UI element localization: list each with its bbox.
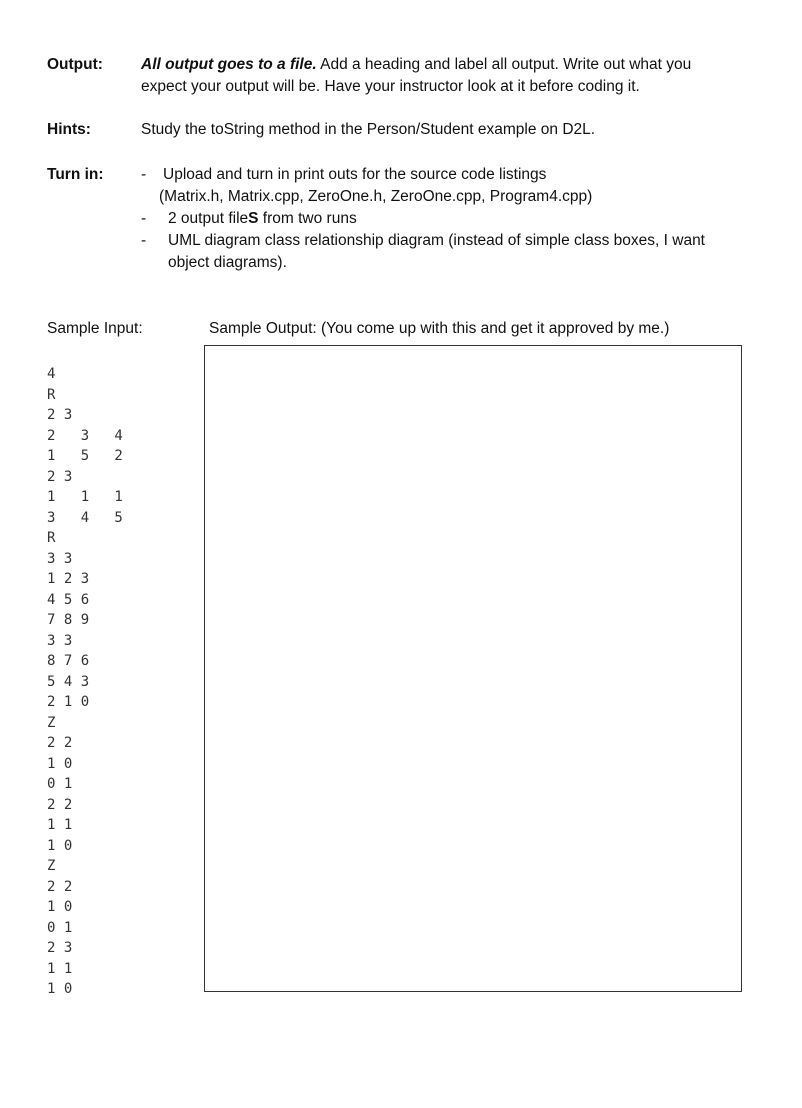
output-line2: expect your output will be. Have your instructor look at it before coding it. [141,78,640,95]
sample-input-line: R [47,386,56,403]
sample-input-line: 2 3 4 [47,427,123,444]
sample-input-line: 2 2 [47,796,73,813]
bullet-dash-2: - [141,210,147,227]
sample-input-line: 4 5 6 [47,591,90,608]
sample-input-line: R [47,530,56,546]
turn-in-item-1-line1: Upload and turn in print outs for the source code listings [163,166,547,183]
sample-input-line: 2 2 [47,735,73,751]
sample-input-line: 2 3 [47,940,73,956]
bullet-dash-3: - [141,232,147,249]
sample-input-line: 5 4 3 [47,673,90,690]
sample-input-line: 3 3 [47,550,73,567]
sample-output-label: Sample Output: (You come up with this and get it approved by me.) [209,320,670,337]
turn-in-label: Turn in: [47,166,104,183]
turn-in-item-2-pre: 2 output file [168,210,249,227]
sample-input-line: 2 1 0 [47,694,90,710]
sample-input-line: 3 4 5 [47,509,123,526]
sample-input-line: 1 1 [47,960,73,977]
output-emphasis: All output goes to a file. [141,56,317,73]
turn-in-item-3-line2: object diagrams). [168,254,287,271]
sample-input-line: Z [47,858,56,874]
sample-input-line: 1 0 [47,755,73,772]
sample-input-line: 1 0 [47,981,73,997]
sample-input-line: 1 0 [47,837,73,854]
sample-input-line: 2 2 [47,878,73,895]
sample-input-line: 2 3 [47,468,73,485]
output-label: Output: [47,56,103,73]
sample-input-line: 0 1 [47,776,73,792]
sample-input-line: 4 [47,366,56,382]
sample-input-line: 2 3 [47,407,73,423]
turn-in-item-1-line2: (Matrix.h, Matrix.cpp, ZeroOne.h, ZeroOne.cpp, Program4.cpp) [159,188,593,205]
turn-in-item-2 [168,208,357,230]
hints-label: Hints: [47,121,91,138]
output-description [141,54,761,98]
sample-input-line: 3 3 [47,632,73,649]
sample-input-line: 7 8 9 [47,612,90,628]
sample-input-line: 0 1 [47,919,73,936]
sample-input-line: 8 7 6 [47,653,90,669]
sample-input-line: 1 2 3 [47,571,90,587]
sample-output-box [204,345,742,992]
sample-input-line: Z [47,714,56,731]
turn-in-item-2-bold: S [248,210,259,227]
sample-input-line: 1 1 1 [47,489,123,505]
hints-text: Study the toString method in the Person/Student example on D2L. [141,121,596,138]
sample-input-line: 1 1 [47,817,73,833]
sample-input-line: 1 5 2 [47,448,123,464]
turn-in-item-2-post: from two runs [258,210,357,227]
sample-input-line: 1 0 [47,899,73,915]
bullet-dash-1: - [141,166,147,183]
sample-input-label: Sample Input: [47,320,143,337]
output-line1-rest: Add a heading and label all output. Write out what you [316,56,692,73]
turn-in-item-3-line1: UML diagram class relationship diagram (instead of simple class boxes, I want [168,232,705,249]
